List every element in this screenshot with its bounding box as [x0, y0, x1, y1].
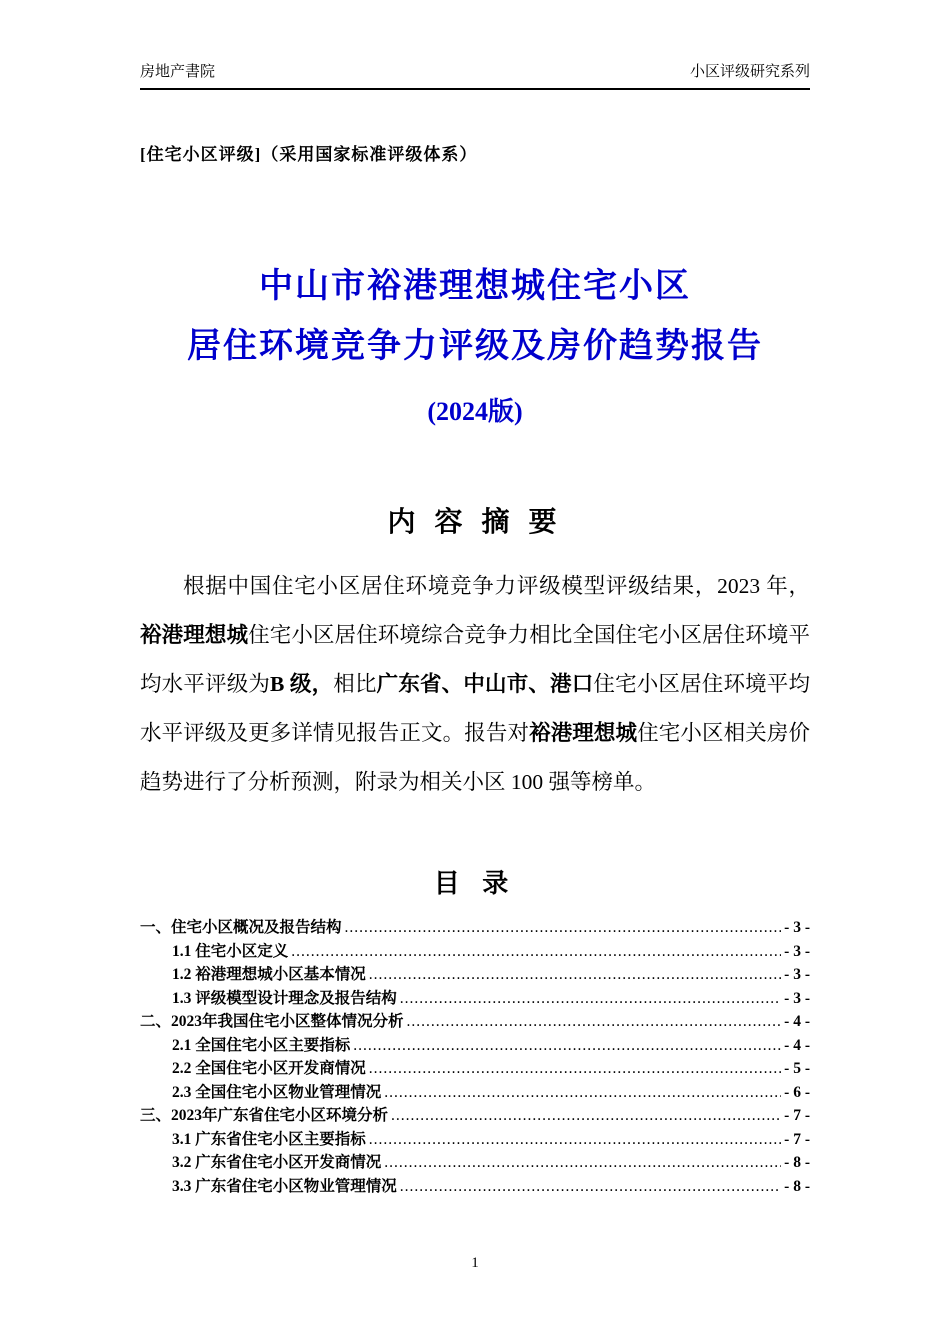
- toc-entry: [140, 1175, 810, 1199]
- toc-entry-label: 一、住宅小区概况及报告结构: [140, 919, 342, 936]
- summary-segment: 裕港理想城: [140, 623, 249, 647]
- summary-segment: 裕港理想城: [529, 721, 638, 745]
- toc-entry: [140, 1010, 810, 1034]
- toc-dot-leader: [400, 1175, 781, 1199]
- toc-entry-page: - 3 -: [784, 966, 810, 983]
- toc-entry-page: - 3 -: [784, 942, 810, 960]
- toc-entry: [140, 1128, 810, 1152]
- toc-entry-label: 1.3 评级模型设计理念及报告结构: [172, 989, 397, 1007]
- report-edition: (2024版): [427, 397, 523, 426]
- toc-dot-leader: [353, 1034, 781, 1058]
- toc-entry: [140, 916, 810, 940]
- summary-segment: 住宅小区相关房价趋势进行了分析预测，附录为相关小区 100 强等榜单。: [140, 721, 810, 794]
- toc-entry: [140, 987, 810, 1011]
- toc-dot-leader: [369, 1128, 781, 1152]
- toc-entry-page: - 6 -: [784, 1083, 810, 1101]
- toc-entry-label: 二、2023年我国住宅小区整体情况分析: [140, 1013, 404, 1030]
- toc-entry-label: 1.2 裕港理想城小区基本情况: [172, 966, 366, 983]
- toc-entry-label: 2.2 全国住宅小区开发商情况: [172, 1060, 366, 1077]
- summary-segment: 根据中国住宅小区居住环境竞争力评级模型评级结果，2023 年，: [183, 574, 810, 598]
- toc-entry-page: - 7 -: [784, 1107, 810, 1124]
- toc-dot-leader: [369, 963, 781, 987]
- header-series-left: 房地产書院: [140, 64, 216, 80]
- toc-entry-label: 2.3 全国住宅小区物业管理情况: [172, 1083, 382, 1101]
- summary-segment: 广东省、中山市、港口: [376, 672, 594, 696]
- summary-segment: 住宅小区居住环境综合竞争力相比全国住宅小区居住环境平均水平评级为: [140, 623, 810, 696]
- toc-entry-label: 1.1 住宅小区定义: [172, 942, 289, 960]
- header-series-right: 小区评级研究系列: [689, 64, 810, 80]
- toc-entry-label: 2.1 全国住宅小区主要指标: [172, 1036, 351, 1054]
- toc-dot-leader: [400, 987, 781, 1011]
- toc-entry-label: 3.1 广东省住宅小区主要指标: [172, 1130, 366, 1148]
- toc-entry: [140, 1081, 810, 1105]
- report-title-block: [140, 257, 810, 428]
- toc-entry-label: 三、2023年广东省住宅小区环境分析: [140, 1107, 389, 1124]
- toc-entry-page: - 3 -: [784, 989, 810, 1007]
- summary-segment: B 级，: [270, 672, 334, 696]
- toc-dot-leader: [384, 1081, 781, 1105]
- page-number: 1: [471, 1255, 479, 1271]
- toc-dot-leader: [291, 940, 781, 964]
- toc-heading: 目 录: [433, 869, 517, 898]
- toc-dot-leader: [345, 916, 782, 940]
- summary-paragraph: [140, 562, 810, 807]
- toc-entry-page: - 8 -: [784, 1177, 810, 1195]
- toc-entry: [140, 1104, 810, 1128]
- toc-entry-page: - 8 -: [784, 1154, 810, 1171]
- toc-entry-page: - 5 -: [784, 1060, 810, 1077]
- toc-dot-leader: [391, 1104, 781, 1128]
- toc-dot-leader: [407, 1010, 782, 1034]
- toc-entry: [140, 1151, 810, 1175]
- summary-segment: 相比: [333, 672, 377, 696]
- toc-entry: [140, 1034, 810, 1058]
- toc-list: [140, 916, 810, 1198]
- toc-entry-page: - 4 -: [784, 1013, 810, 1030]
- toc-entry-label: 3.3 广东省住宅小区物业管理情况: [172, 1177, 397, 1195]
- toc-entry-page: - 3 -: [784, 919, 810, 936]
- toc-entry: [140, 963, 810, 987]
- summary-segment: 住宅小区居住环境平均水平评级及更多详情见报告正文。报告对: [140, 672, 810, 745]
- report-title-line2: 居住环境竞争力评级及房价趋势报告: [187, 328, 763, 365]
- toc-entry-page: - 4 -: [784, 1036, 810, 1054]
- report-title-line1: 中山市裕港理想城住宅小区: [259, 268, 691, 305]
- toc-dot-leader: [369, 1057, 781, 1081]
- rating-system-note: [住宅小区评级]（采用国家标准评级体系）: [140, 145, 478, 164]
- toc-entry-page: - 7 -: [784, 1130, 810, 1148]
- toc-entry: [140, 940, 810, 964]
- summary-heading: 内 容 摘 要: [387, 507, 563, 538]
- toc-dot-leader: [384, 1151, 781, 1175]
- toc-entry-label: 3.2 广东省住宅小区开发商情况: [172, 1154, 382, 1171]
- document-header: [140, 60, 810, 90]
- toc-entry: [140, 1057, 810, 1081]
